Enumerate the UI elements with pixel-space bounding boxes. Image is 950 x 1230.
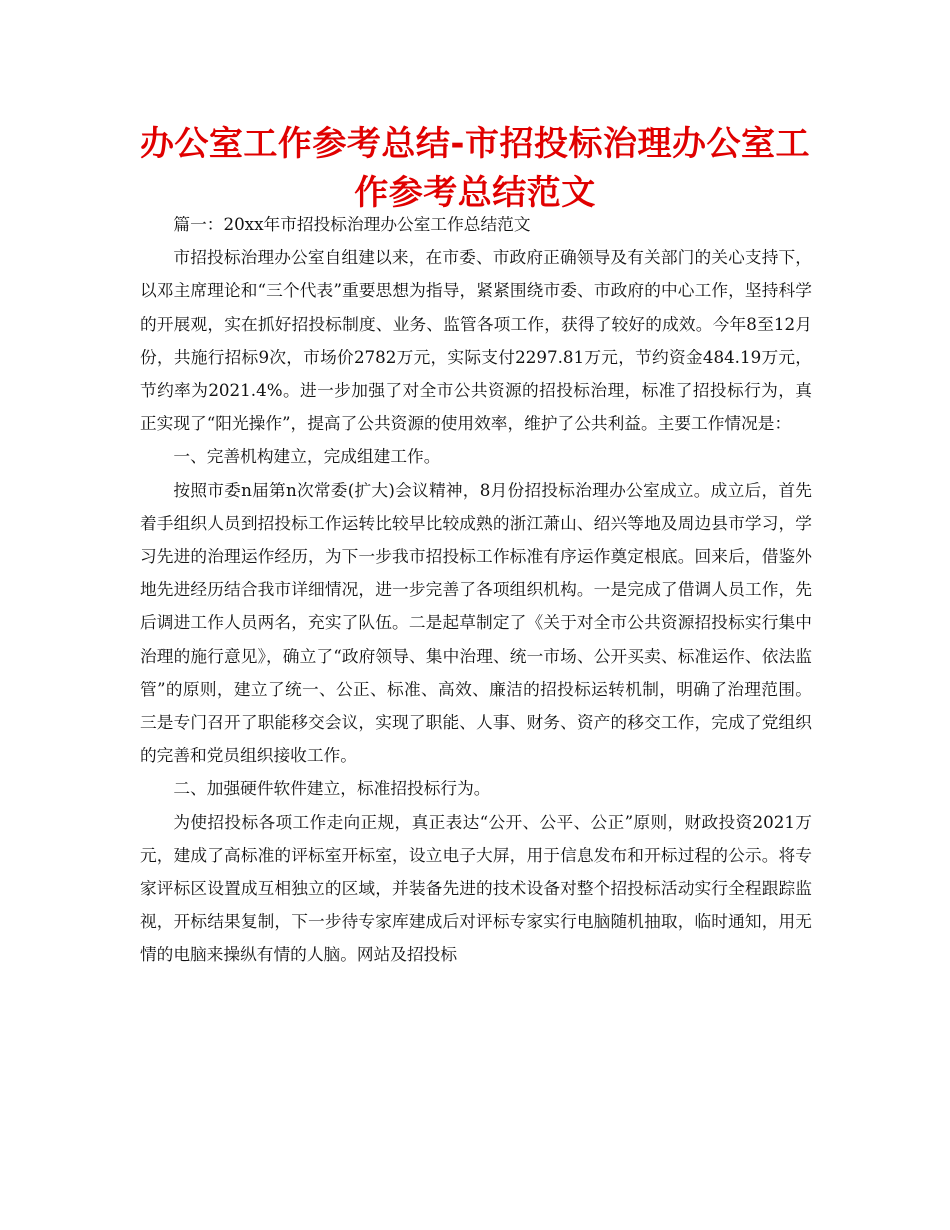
section-heading: 二、加强硬件软件建立，标准招投标行为。 xyxy=(173,778,491,799)
section-heading: 篇一：20xx年市招投标治理办公室工作总结范文 xyxy=(173,214,531,234)
document-title: 办公室工作参考总结-市招投标治理办公室工作参考总结范文 xyxy=(139,124,811,213)
document-body xyxy=(140,208,812,972)
body-paragraph: 为使招投标各项工作走向正规，真正表达“公开、公平、公正”原则，财政投资2021万元，建成了高标准的评标室开标室，设立电子大屏，用于信息发布和开标过程的公示。将专家评标区设置成互相独立的区域，并装备先进的技术设备对整个招投标活动实行全程跟踪监视，开标结果复制，下一步待专家库建成后对评标专家实行电脑随机抽取，临时通知，用无情的电脑来操纵有情的人脑。网站及招投标 xyxy=(140,811,812,965)
section-heading: 一、完善机构建立，完成组建工作。 xyxy=(173,446,441,467)
body-paragraph: 市招投标治理办公室自组建以来，在市委、市政府正确领导及有关部门的关心支持下，以邓主席理论和“三个代表”重要思想为指导，紧紧围绕市委、市政府的中心工作，坚持科学的开展观，实在抓好招投标制度、业务、监管各项工作，获得了较好的成效。今年8至12月份，共施行招标9次，市场价2782万元，实际支付2297.81万元，节约资金484.19万元，节约率为2021.4%。进一步加强了对全市公共资源的招投标治理，标准了招投标行为，真正实现了“阳光操作”，提高了公共资源的使用效率，维护了公共利益。主要工作情况是： xyxy=(140,247,812,434)
body-paragraph: 按照市委n届第n次常委(扩大)会议精神，8月份招投标治理办公室成立。成立后，首先着手组织人员到招投标工作运转比较早比较成熟的浙江萧山、绍兴等地及周边县市学习，学习先进的治理运作经历，为下一步我市招投标工作标准有序运作奠定根底。回来后，借鉴外地先进经历结合我市详细情况，进一步完善了各项组织机构。一是完成了借调人员工作，先后调进工作人员两名，充实了队伍。二是起草制定了《关于对全市公共资源招投标实行集中治理的施行意见》，确立了“政府领导、集中治理、统一市场、公开买卖、标准运作、依法监管”的原则，建立了统一、公正、标准、高效、廉洁的招投标运转机制，明确了治理范围。三是专门召开了职能移交会议，实现了职能、人事、财务、资产的移交工作，完成了党组织的完善和党员组织接收工作。 xyxy=(140,479,812,766)
